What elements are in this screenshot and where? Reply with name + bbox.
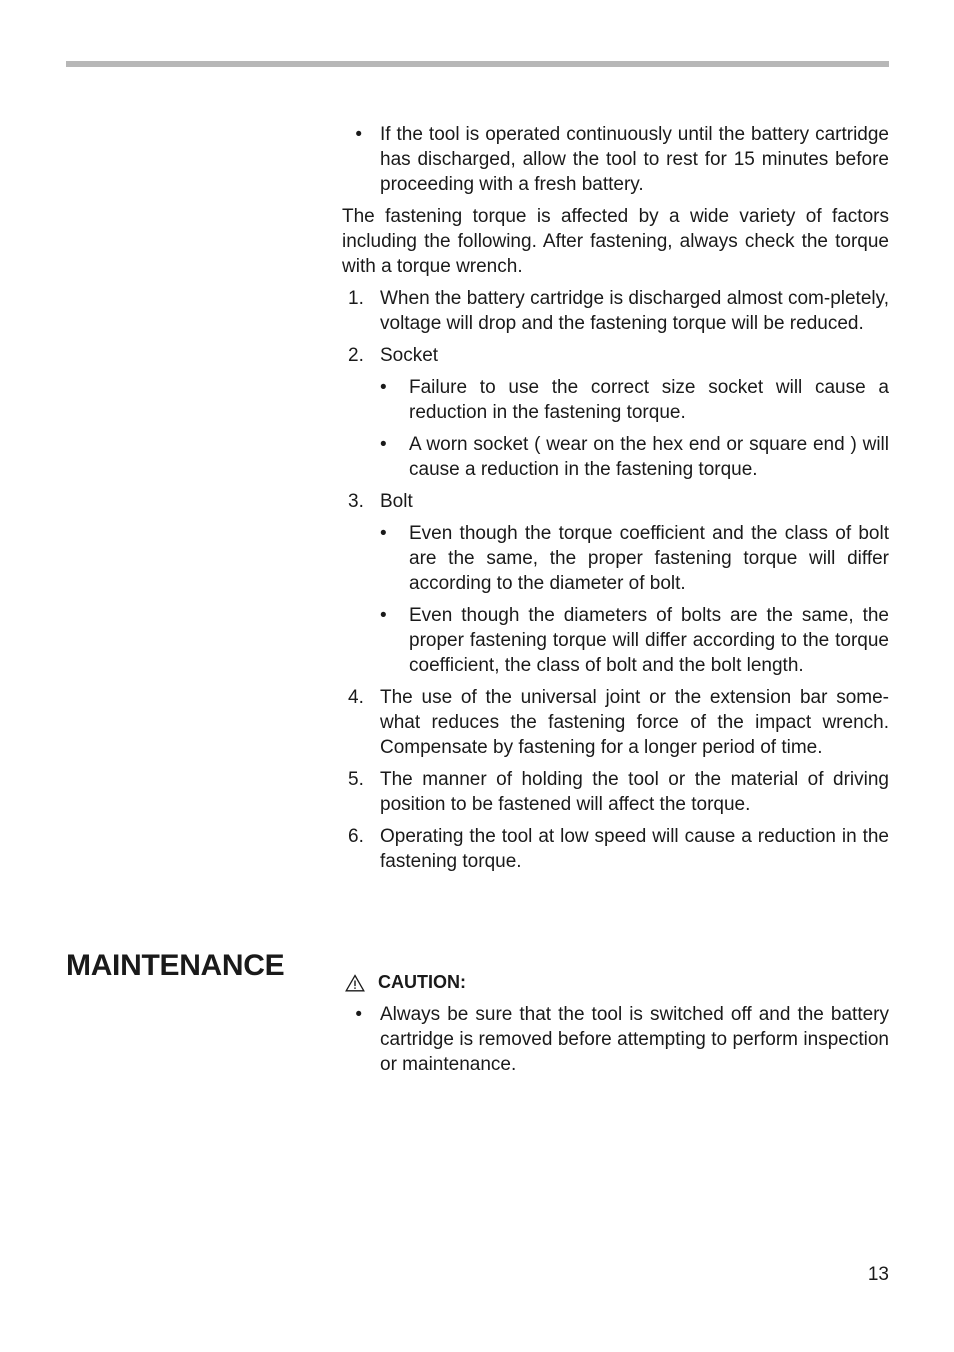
factor-number: 5.: [348, 769, 364, 790]
caution-bullet: [342, 1002, 889, 1077]
factor-number: 3.: [348, 491, 364, 512]
intro-bullet: [342, 122, 889, 197]
factor-item-4: [342, 685, 889, 760]
factor-text: The manner of holding the tool or the material of driving position to be fastened will affect the torque.: [380, 769, 889, 815]
sub-bullet: [380, 375, 889, 425]
bullet-marker: •: [380, 523, 387, 544]
torque-paragraph: The fastening torque is affected by a wide variety of factors including the following. After fastening, always check the torque with a torque wrench.: [342, 206, 889, 277]
factor-text: Operating the tool at low speed will cause a reduction in the fastening torque.: [380, 826, 889, 872]
factor-item-6: [342, 824, 889, 874]
bullet-marker: •: [380, 434, 387, 455]
bullet-marker: •: [380, 377, 387, 398]
sub-bullet: [380, 521, 889, 596]
factor-text: Bolt: [380, 491, 413, 512]
factor-text: Socket: [380, 345, 439, 366]
factor-item-5: [342, 767, 889, 817]
sub-bullet-text: Even though the torque coefficient and the class of bolt are the same, the proper fastening torque will differ according to the diameter of bolt.: [409, 523, 889, 594]
top-rule: [66, 61, 889, 67]
factor-number: 6.: [348, 826, 364, 847]
sub-bullet-text: A worn socket ( wear on the hex end or square end ) will cause a reduction in the fastening torque.: [409, 434, 889, 480]
factor-text: When the battery cartridge is discharged almost com-pletely, voltage will drop and the fastening torque will be reduced.: [380, 288, 889, 334]
factor-number: 4.: [348, 687, 364, 708]
factor-item-2: [342, 343, 889, 368]
bullet-marker: •: [355, 124, 362, 145]
warning-triangle-icon: [345, 974, 365, 992]
maintenance-heading: MAINTENANCE: [66, 949, 285, 982]
caution-bullet-text: Always be sure that the tool is switched off and the battery cartridge is removed before attempting to perform inspection or maintenance.: [380, 1004, 889, 1075]
factor-item-3: [342, 489, 889, 514]
caution-title: [342, 970, 889, 995]
bullet-marker: •: [380, 605, 387, 626]
factor-number: 2.: [348, 345, 364, 366]
bullet-marker: •: [355, 1004, 362, 1025]
page-number: 13: [867, 1264, 889, 1285]
caution-label: CAUTION:: [378, 972, 466, 992]
sub-bullet-text: Even though the diameters of bolts are the same, the proper fastening torque will differ according to the torque coefficient, the class of bolt and the bolt length.: [409, 605, 889, 676]
factor-text: The use of the universal joint or the extension bar some-what reduces the fastening force of the impact wrench. Compensate by fastening for a longer period of time.: [380, 687, 889, 758]
sub-bullet-text: Failure to use the correct size socket will cause a reduction in the fastening torque.: [409, 377, 889, 423]
sub-bullet: [380, 603, 889, 678]
main-column: [342, 122, 889, 874]
factor-number: 1.: [348, 288, 364, 309]
sub-bullet: [380, 432, 889, 482]
factor-item-1: [342, 286, 889, 336]
caution-block: [342, 970, 889, 1077]
intro-bullet-text: If the tool is operated continuously until the battery cartridge has discharged, allow the tool to rest for 15 minutes before proceeding with a fresh battery.: [380, 124, 889, 195]
